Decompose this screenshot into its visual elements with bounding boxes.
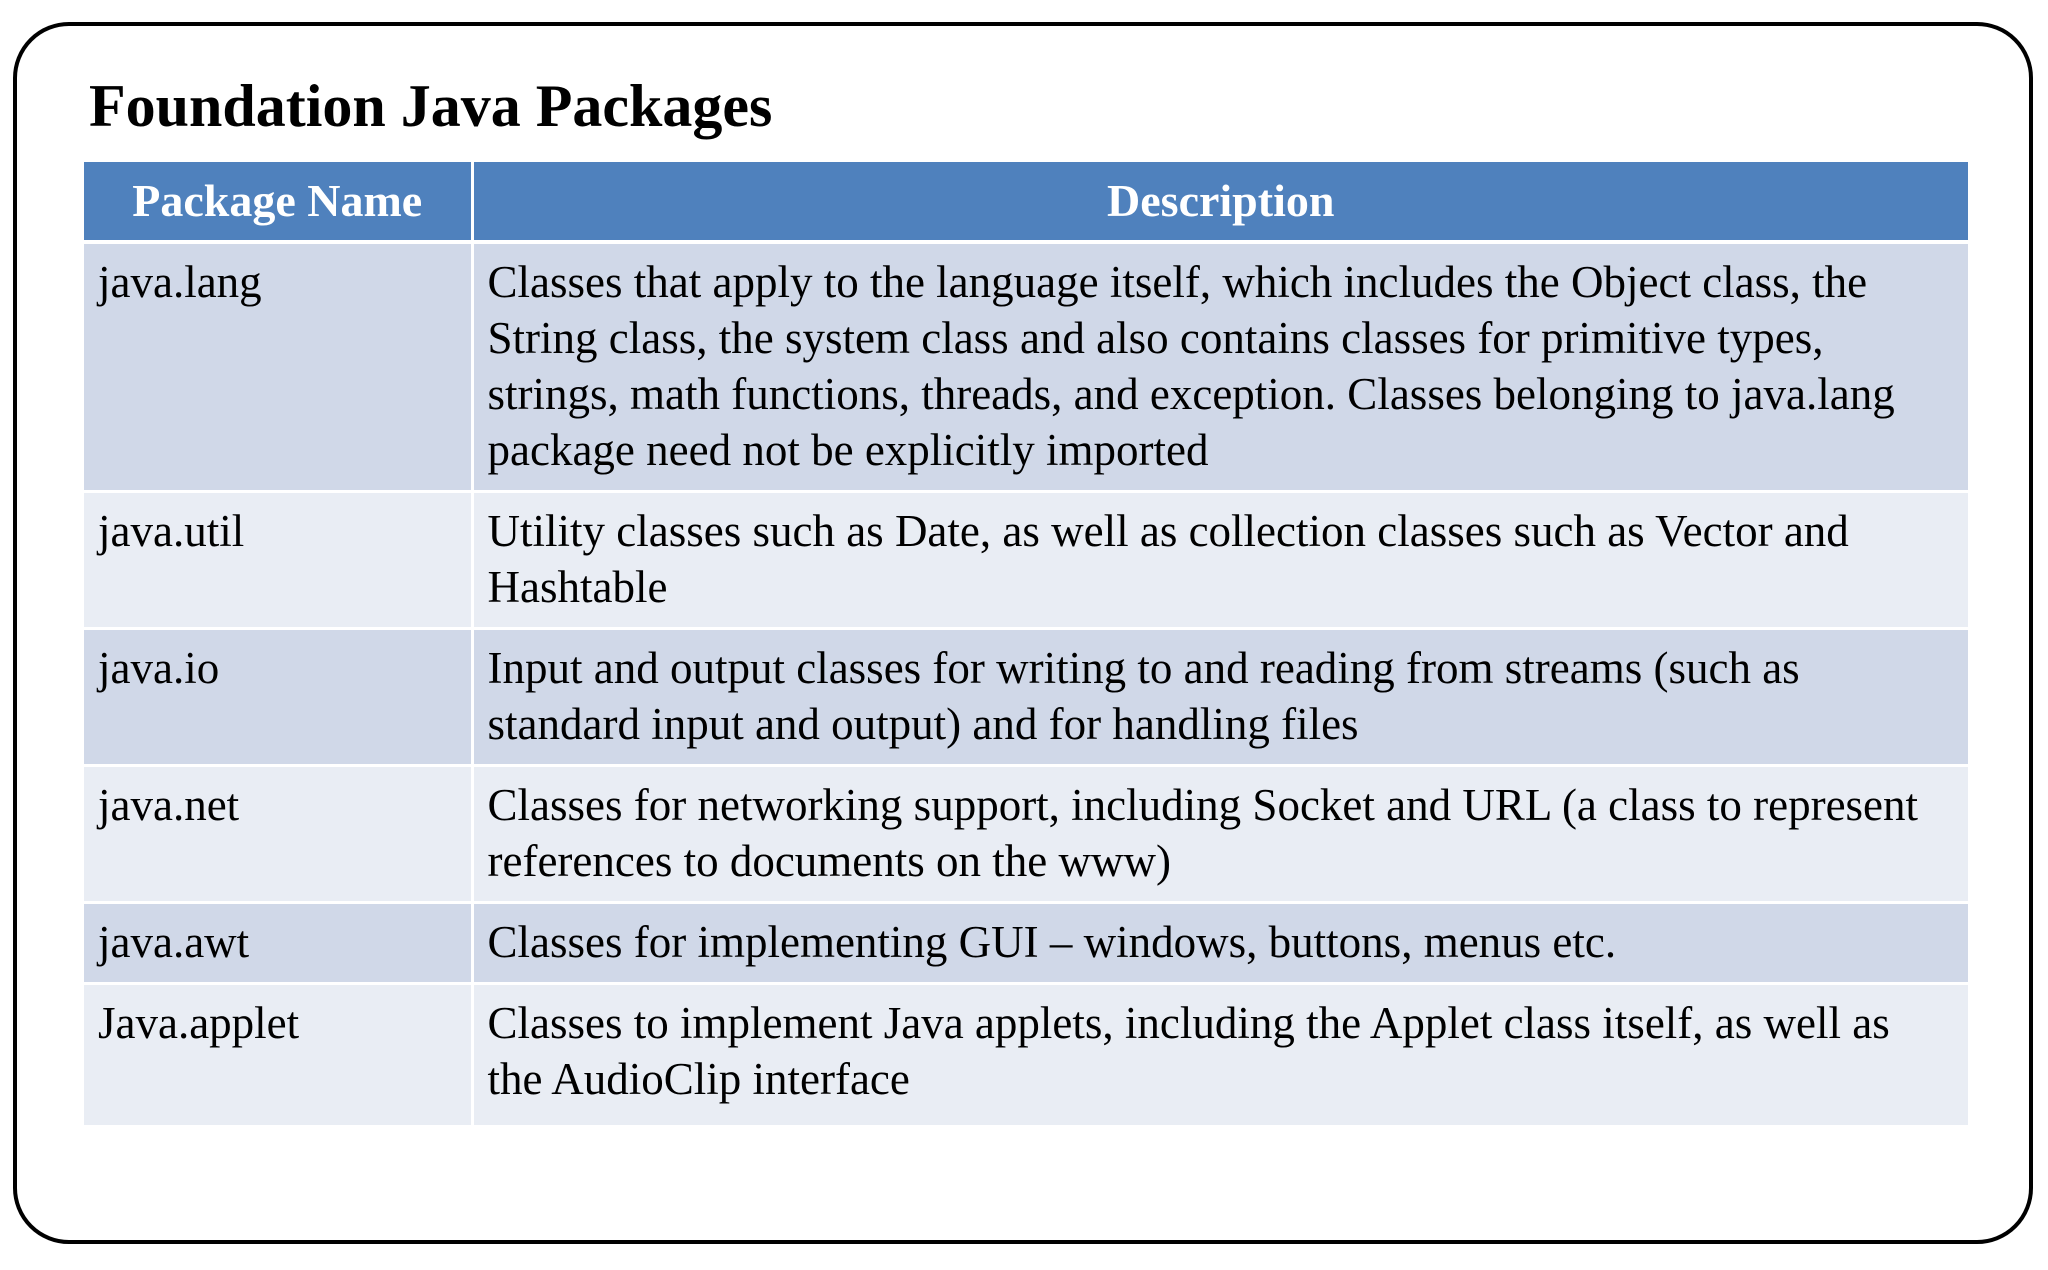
table-row <box>84 984 1968 1125</box>
table-row <box>84 766 1968 903</box>
package-name-cell: java.io <box>84 629 472 766</box>
packages-table <box>84 162 1968 1125</box>
description-cell: Classes for networking support, including Socket and URL (a class to represent references to documents on the www) <box>472 766 1968 903</box>
description-cell: Classes that apply to the language itself, which includes the Object class, the String class, the system class and also contains classes for primitive types, strings, math functions, threads, and exception. Classes belonging to java.lang package need not be explicitly imported <box>472 242 1968 492</box>
table-row <box>84 492 1968 629</box>
description-cell: Classes to implement Java applets, including the Applet class itself, as well as the AudioClip interface <box>472 984 1968 1125</box>
package-name-cell: java.net <box>84 766 472 903</box>
page-title: Foundation Java Packages <box>89 73 773 139</box>
description-cell: Classes for implementing GUI – windows, buttons, menus etc. <box>472 903 1968 984</box>
package-name-cell: java.lang <box>84 242 472 492</box>
table-row <box>84 903 1968 984</box>
description-cell: Input and output classes for writing to and reading from streams (such as standard input and output) and for handling files <box>472 629 1968 766</box>
description-cell: Utility classes such as Date, as well as collection classes such as Vector and Hashtable <box>472 492 1968 629</box>
column-header-description: Description <box>472 162 1968 242</box>
column-header-package-name: Package Name <box>84 162 472 242</box>
table-header-row <box>84 162 1968 242</box>
package-name-cell: java.util <box>84 492 472 629</box>
package-name-cell: Java.applet <box>84 984 472 1125</box>
package-name-cell: java.awt <box>84 903 472 984</box>
table-row <box>84 629 1968 766</box>
table-row <box>84 242 1968 492</box>
